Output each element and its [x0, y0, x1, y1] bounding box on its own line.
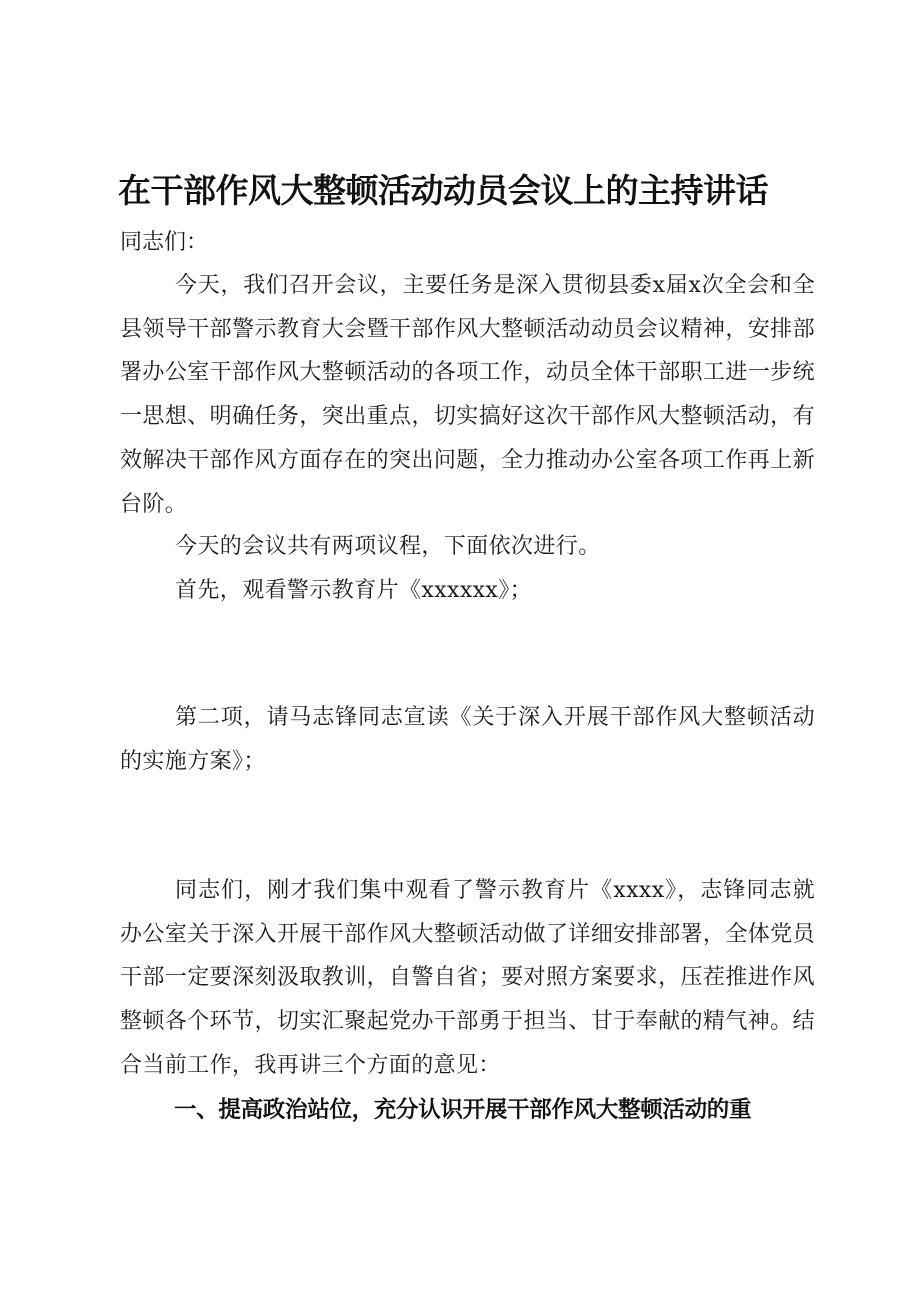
paragraph-agenda-item-1: 首先，观看警示教育片《xxxxxx》； — [175, 578, 533, 603]
paragraph-summary: 同志们，刚才我们集中观看了警示教育片《xxxx》，志锋同志就办公室关于深入开展干部作风大整顿活动做了详细安排部署，全体党员干部一定要深刻汲取教训，自警自省；要对照方案要求，压茬推进作风整顿各个环节，切实汇聚起党办干部勇于担当、甘于奉献的精气神。结合当前工作，我再讲三个方面的意见： — [120, 878, 815, 1078]
section-heading-1: 一、提高政治站位，充分认识开展干部作风大整顿活动的重 — [174, 1097, 752, 1123]
paragraph-agenda: 今天的会议共有两项议程，下面依次进行。 — [175, 534, 601, 559]
paragraph-opening: 今天，我们召开会议，主要任务是深入贯彻县委x届x次全会和全县领导干部警示教育大会暨干部作风大整顿活动动员会议精神，安排部署办公室干部作风大整顿活动的各项工作，动员全体干部职工进一步统一思想、明确任务，突出重点，切实搞好这次干部作风大整顿活动，有效解决干部作风方面存在的突出问题，全力推动办公室各项工作再上新台阶。 — [120, 273, 815, 517]
document-title: 在干部作风大整顿活动动员会议上的主持讲话 — [118, 171, 768, 210]
paragraph-agenda-item-2: 第二项，请马志锋同志宣读《关于深入开展干部作风大整顿活动的实施方案》； — [120, 705, 815, 774]
salutation: 同志们： — [120, 230, 209, 255]
